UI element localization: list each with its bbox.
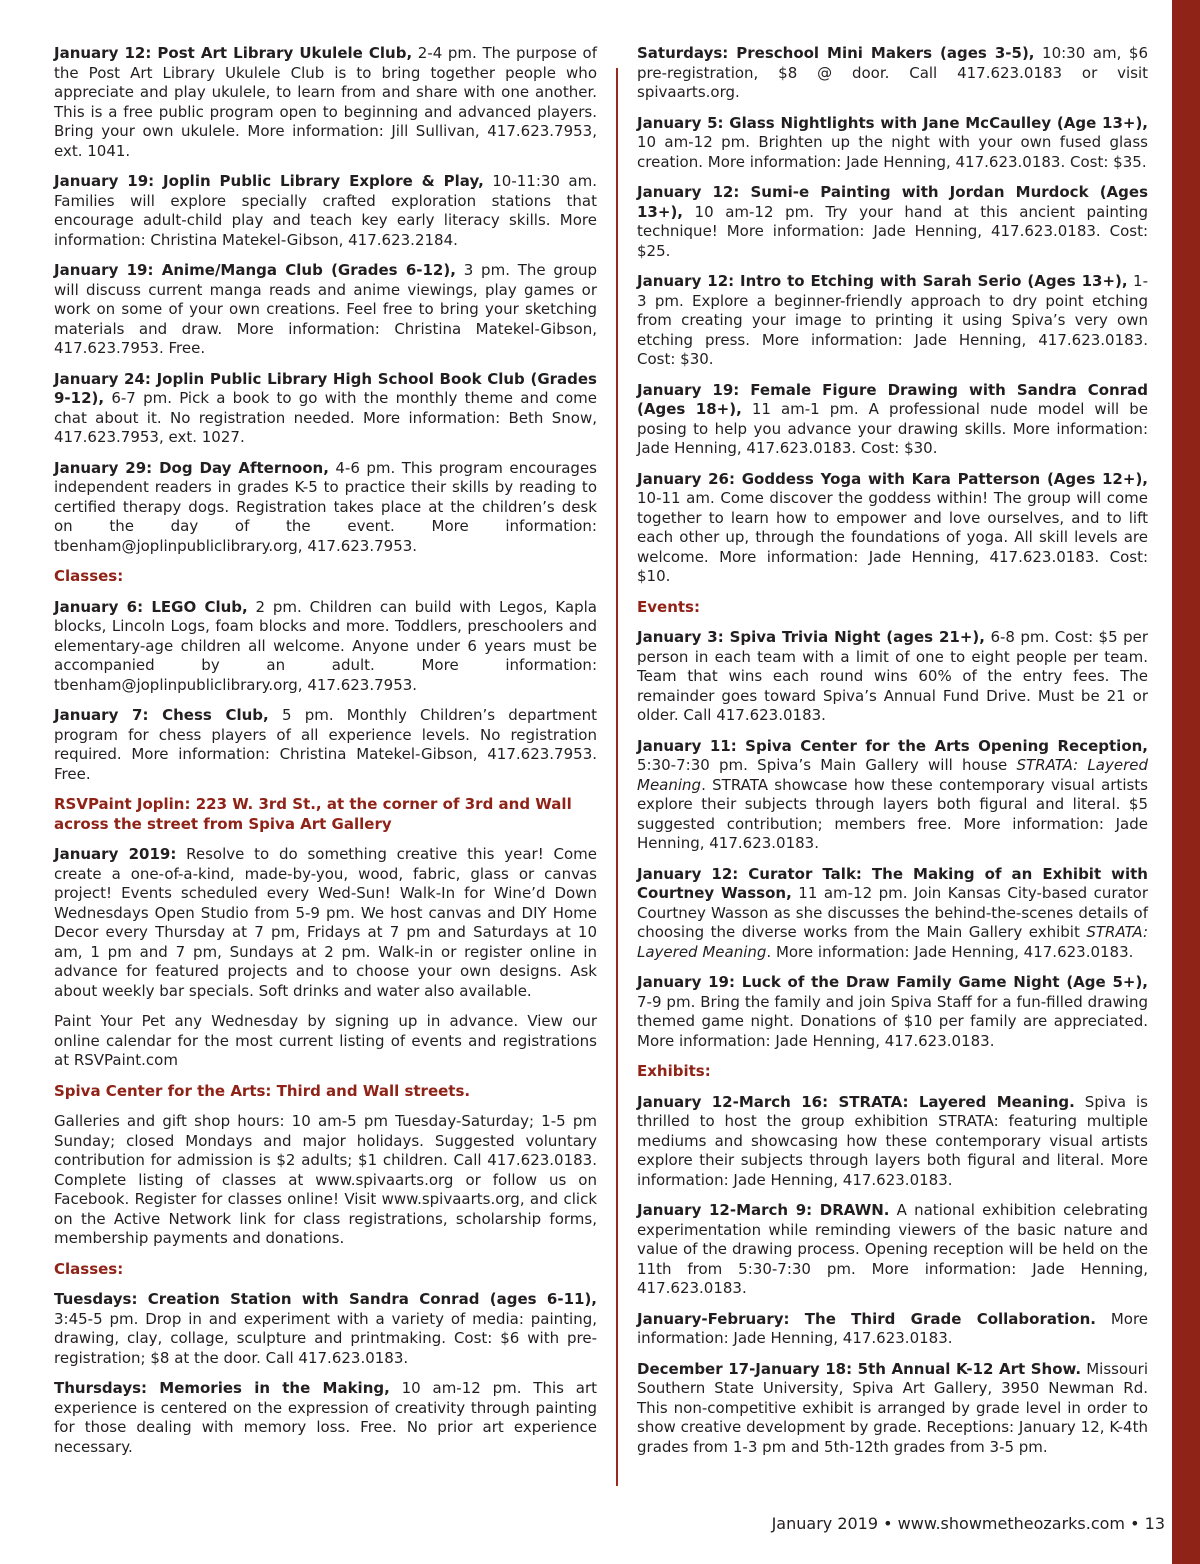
event-description: 11 am-12 pm. Join Kansas City-based curator Courtney Wasson as she discusses the behind-the-scenes details of choosing the diverse works from the Main Gallery exhibit [637, 884, 1148, 941]
event-listing [54, 1379, 597, 1457]
event-description: Paint Your Pet any Wednesday by signing up in advance. View our online calendar for the most current listing of events and registrations at RSVPaint.com [54, 1012, 597, 1069]
event-title: Thursdays: Memories in the Making, [54, 1379, 390, 1397]
left-column [54, 44, 597, 1468]
event-title: January 26: Goddess Yoga with Kara Patterson (Ages 12+), [637, 469, 1148, 488]
event-description: 5:30-7:30 pm. Spiva’s Main Gallery will house [637, 756, 1017, 774]
footer-website: www.showmetheozarks.com [897, 1514, 1126, 1533]
exhibit-title: STRATA: Layered Meaning [637, 923, 1148, 961]
event-description: 10 am-12 pm. Brighten up the night with your own fused glass creation. More information: Jade Henning, 417.623.0183. Cost: $35. [637, 133, 1148, 171]
event-listing [54, 1012, 597, 1071]
event-description: 10-11 am. Come discover the goddess within! The group will come together to learn how to empower and love ourselves, and to lift each other up, through the foundations of yoga. All skill levels are welcome. More information: Jade Henning, 417.623.0183. Cost: $10. [637, 489, 1148, 585]
event-listing [54, 44, 597, 161]
event-listing [54, 172, 597, 250]
event-title: January 12: Intro to Etching with Sarah Serio (Ages 13+), [637, 272, 1128, 290]
event-listing [54, 1290, 597, 1368]
event-description-continued: . STRATA showcase how these contemporary visual artists explore their subjects through layers both figural and literal. $5 suggested contribution; members free. More information: Jade Henning, 417.623.0183. [637, 775, 1148, 852]
event-description: 1-3 pm. Explore a beginner-friendly approach to dry point etching from creating your image to printing it using Spiva’s very own etching press. More information: Jade Henning, 417.623.0183. Cost: $30. [637, 272, 1148, 368]
event-description: More information: Jade Henning, 417.623.0183. [637, 1309, 1149, 1347]
event-description: 10:30 am, $6 pre-registration, $8 @ door. Call 417.623.0183 or visit spivaarts.org. [637, 44, 1148, 101]
event-title: January 19: Luck of the Draw Family Game Night (Age 5+), [637, 973, 1148, 991]
event-listing [54, 370, 597, 448]
event-listing [54, 598, 597, 696]
section-heading: RSVPaint Joplin: 223 W. 3rd St., at the corner of 3rd and Wall across the street from Spiva Art Gallery [54, 795, 572, 833]
event-listing [637, 381, 1148, 459]
event-description: 4-6 pm. This program encourages independent readers in grades K-5 to practice their skills by reading to certified therapy dogs. Registration takes place at the children’s desk on the day of the event. More information: tbenham@joplinpubliclibrary.org, 417.623.7953. [54, 458, 597, 555]
event-description: A national exhibition celebrating experimentation while reminding viewers of the basic nature and value of the drawing process. Opening reception will be held on the 11th from 5:30-7:30 pm. More information: Jade Henning, 417.623.0183. [637, 1201, 1148, 1297]
event-title: January 7: Chess Club, [54, 706, 269, 724]
event-title: January 12: Sumi-e Painting with Jordan Murdock (Ages 13+), [637, 183, 1148, 221]
section-heading: Classes: [54, 567, 124, 585]
event-description: Galleries and gift shop hours: 10 am-5 pm Tuesday-Saturday; 1-5 pm Sunday; closed Mondays and major holidays. Suggested voluntary contribution for admission is $2 adults; $1 children. Call 417.623.0183. Complete listing of classes at www.spivaarts.org or follow us on Facebook. Register for classes online! Visit www.spivaarts.org, and click on the Active Network link for class registrations, scholarship forms, membership payments and donations. [54, 1112, 597, 1247]
event-title: January 5: Glass Nightlights with Jane McCaulley (Age 13+), [637, 113, 1148, 132]
event-listing [637, 1360, 1148, 1458]
event-description: 6-7 pm. Pick a book to go with the monthly theme and come chat about it. No registration needed. More information: Beth Snow, 417.623.7953, ext. 1027. [54, 389, 597, 446]
event-listing [637, 1201, 1148, 1299]
event-listing [54, 1112, 597, 1249]
event-listing [637, 44, 1148, 103]
event-description: Missouri Southern State University, Spiva Art Gallery, 3950 Newman Rd. This non-competitive exhibit is arranged by grade level in order to show creative development by grade. Receptions: January 12, K-4th grades from 1-3 pm and 5th-12th grades from 3-5 pm. [637, 1359, 1148, 1456]
event-description: Resolve to do something creative this year! Come create a one-of-a-kind, made-by-you, wood, fabric, glass or canvas project! Events scheduled every Wed-Sun! Walk-In for Wine’d Down Wednesdays Open Studio from 5-9 pm. We host canvas and DIY Home Decor every Thursday at 7 pm, Fridays at 7 pm and Saturdays at 10 am, 1 pm and 7 pm, Sundays at 2 pm. Walk-in or register online in advance for featured projects and to choose your own designs. Ask about weekly bar specials. Soft drinks and water also available. [54, 845, 598, 1000]
event-listing [637, 737, 1148, 854]
event-description: Spiva is thrilled to host the group exhibition STRATA: featuring multiple mediums and showcasing how these contemporary visual artists explore their subjects through layers both figural and literal. More information: Jade Henning, 417.623.0183. [637, 1092, 1148, 1189]
event-title: January 12-March 16: STRATA: Layered Meaning. [637, 1092, 1075, 1111]
event-listing [54, 261, 597, 359]
event-title: January 24: Joplin Public Library High School Book Club (Grades 9-12), [54, 369, 597, 407]
event-title: January 19: Joplin Public Library Explore & Play, [54, 172, 484, 190]
footer-page-number: 13 [1144, 1514, 1165, 1533]
event-listing [54, 459, 597, 557]
footer-separator: • [1130, 1514, 1140, 1533]
event-listing [637, 1310, 1148, 1349]
event-description: 10-11:30 am. Families will explore specially crafted exploration stations that encourage adult-child play and teach key early literacy skills. More information: Christina Matekel-Gibson, 417.623.2184. [54, 172, 597, 249]
event-listing [637, 272, 1148, 370]
event-listing [54, 706, 597, 784]
event-title: January 12-March 9: DRAWN. [637, 1201, 890, 1219]
event-description-continued: . More information: Jade Henning, 417.623.0183. [766, 942, 1134, 961]
event-title: January 2019: [54, 845, 177, 863]
event-listing [637, 628, 1148, 726]
section-heading: Spiva Center for the Arts: Third and Wall streets. [54, 1081, 471, 1100]
event-description: 10 am-12 pm. Try your hand at this ancient painting technique! More information: Jade Henning, 417.623.0183. Cost: $25. [637, 202, 1148, 260]
event-title: December 17-January 18: 5th Annual K-12 Art Show. [637, 1359, 1082, 1378]
event-listing [637, 114, 1148, 173]
event-title: January 3: Spiva Trivia Night (ages 21+), [637, 628, 985, 646]
event-listing [637, 1093, 1148, 1191]
event-description: 5 pm. Monthly Children’s department program for chess players of all experience levels. No registration required. More information: Christina Matekel-Gibson, 417.623.7953. Free. [54, 706, 597, 783]
event-listing [637, 470, 1148, 587]
event-title: January 6: LEGO Club, [54, 597, 248, 616]
event-title: Tuesdays: Creation Station with Sandra Conrad (ages 6-11), [54, 1290, 597, 1308]
section-heading: Exhibits: [637, 1062, 711, 1080]
event-title: January-February: The Third Grade Collaboration. [637, 1309, 1096, 1328]
page-footer [760, 1513, 1165, 1535]
right-column [637, 44, 1148, 1468]
event-listing [54, 845, 597, 1001]
event-description: 10 am-12 pm. This art experience is centered on the expression of creativity through painting for those dealing with memory loss. Free. No prior art experience necessary. [54, 1379, 597, 1456]
event-title: January 11: Spiva Center for the Arts Opening Reception, [637, 736, 1148, 755]
event-listing [637, 183, 1148, 261]
event-description: 11 am-1 pm. A professional nude model will be posing to help you advance your drawing skills. More information: Jade Henning, 417.623.0183. Cost: $30. [637, 400, 1148, 457]
event-title: January 12: Post Art Library Ukulele Club, [54, 44, 413, 62]
column-divider [616, 68, 618, 1486]
event-description: 7-9 pm. Bring the family and join Spiva Staff for a fun-filled drawing themed game night. Donations of $10 per family are appreciated. More information: Jade Henning, 417.623.0183. [637, 992, 1148, 1050]
event-description: 3 pm. The group will discuss current manga reads and anime viewings, play games or work on some of your own creations. Feel free to bring your sketching materials and draw. More information: Christina Matekel-Gibson, 417.623.7953. Free. [54, 261, 598, 357]
event-description: 3:45-5 pm. Drop in and experiment with a variety of media: painting, drawing, clay, collage, sculpture and printmaking. Cost: $6 with pre-registration; $8 at the door. Call 417.623.0183. [54, 1309, 597, 1367]
event-title: Saturdays: Preschool Mini Makers (ages 3-5), [637, 44, 1035, 62]
footer-issue: January 2019 [771, 1514, 879, 1533]
event-title: January 12: Curator Talk: The Making of an Exhibit with Courtney Wasson, [637, 864, 1148, 902]
section-heading: Classes: [54, 1259, 124, 1278]
event-description: 6-8 pm. Cost: $5 per person in each team with a limit of one to eight people per team. Team that wins each round wins 60% of the entry fees. The remainder goes toward Spiva’s Annual Fund Drive. Must be 21 or older. Call 417.623.0183. [637, 628, 1148, 724]
event-title: January 29: Dog Day Afternoon, [54, 458, 329, 477]
event-description: 2-4 pm. The purpose of the Post Art Library Ukulele Club is to bring together people who appreciate and play ukulele, to learn from and share with one another. This is a free public program open to beginning and advanced players. Bring your own ukulele. More information: Jill Sullivan, 417.623.7953, ext. 1041. [54, 44, 597, 160]
section-heading: Events: [637, 597, 700, 616]
footer-separator: • [883, 1514, 893, 1533]
event-title: January 19: Anime/Manga Club (Grades 6-12), [54, 261, 456, 279]
event-description: 2 pm. Children can build with Legos, Kapla blocks, Lincoln Logs, foam blocks and more. Toddlers, preschoolers and elementary-age children all welcome. Anyone under 6 years must be accompanied by an adult. More information: tbenham@joplinpubliclibrary.org, 417.623.7953. [54, 597, 598, 694]
event-listing [637, 865, 1148, 963]
page-edge-color-bar [1172, 0, 1200, 1564]
event-title: January 19: Female Figure Drawing with Sandra Conrad (Ages 18+), [637, 380, 1148, 418]
exhibit-title: STRATA: Layered Meaning [637, 756, 1148, 794]
event-listing [637, 973, 1148, 1051]
